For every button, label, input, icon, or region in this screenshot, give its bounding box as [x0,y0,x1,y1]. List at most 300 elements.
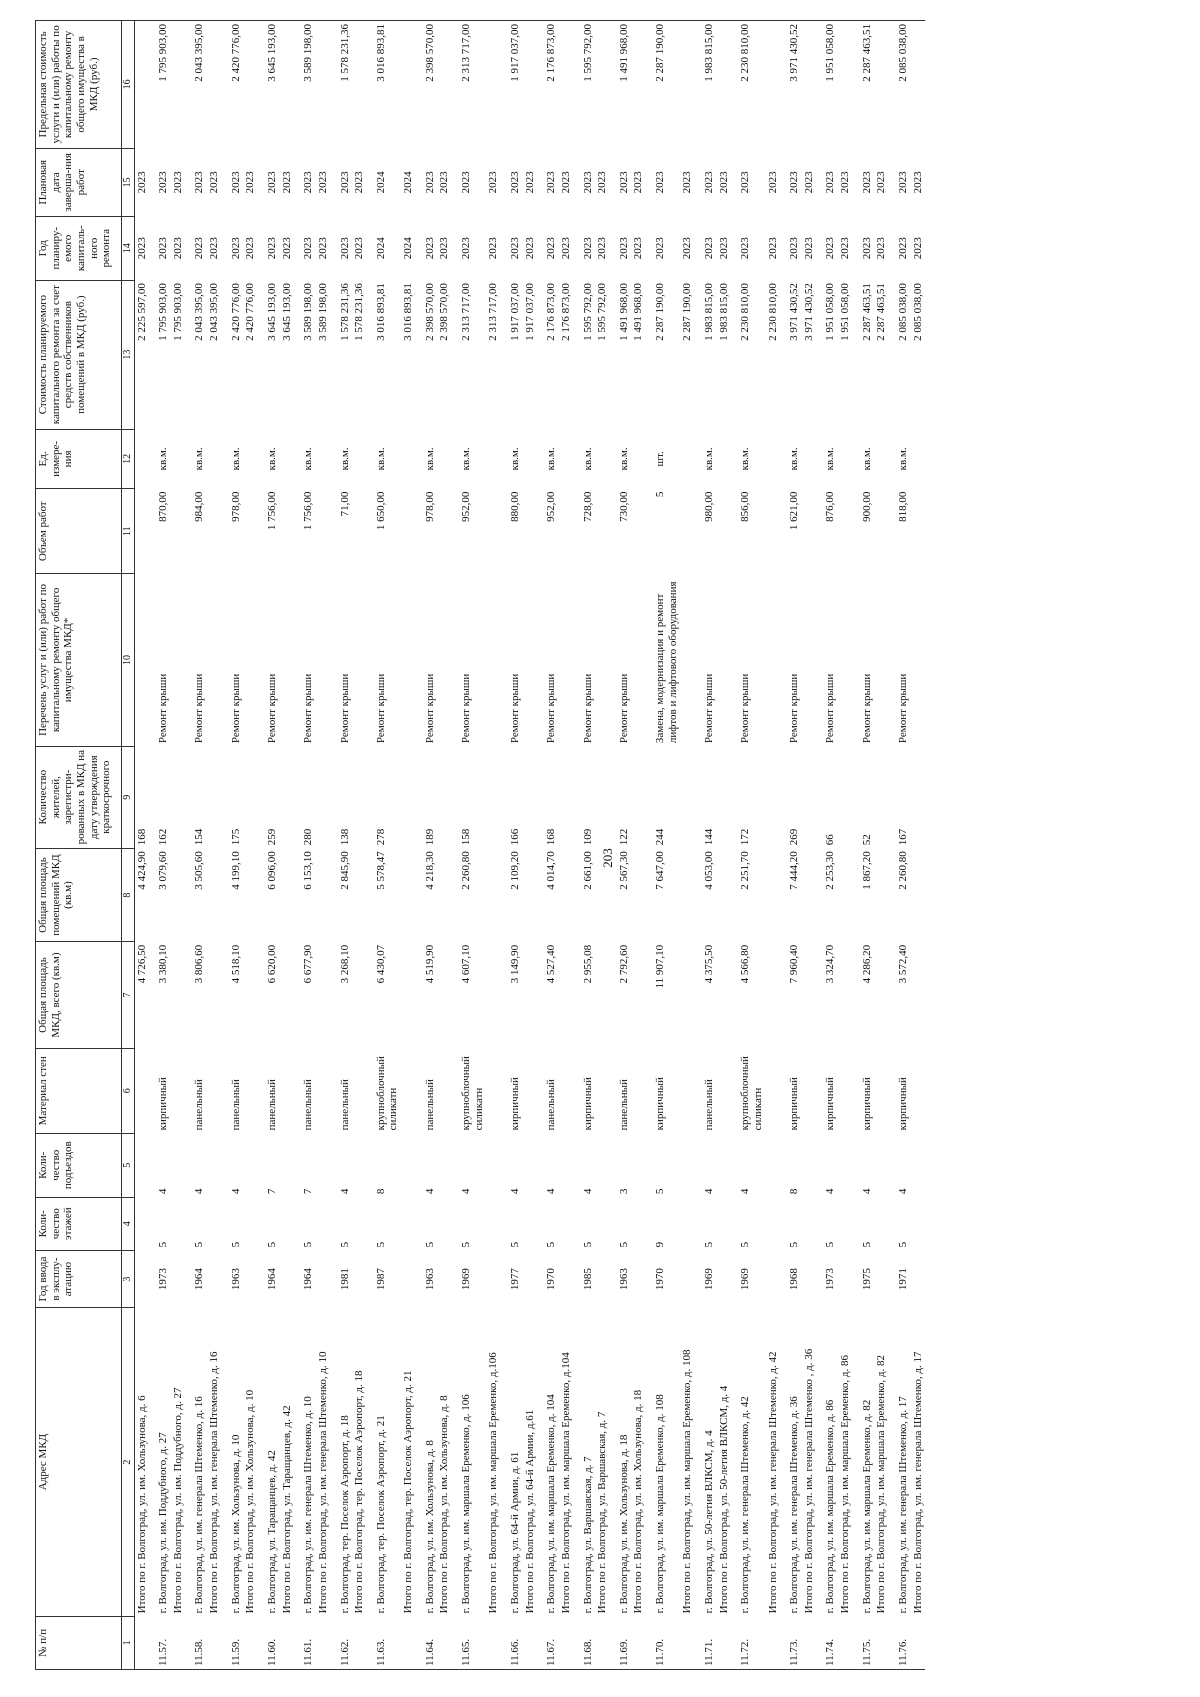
row-residents: 172 [739,828,752,846]
empty-cell [838,429,853,489]
empty-cell [401,1048,416,1133]
total-cost: 1 983 815,00 [717,283,730,341]
table-row [889,21,911,1670]
table-row [222,21,244,1670]
row-unit: кв.м. [581,447,594,471]
row-wall-material: кирпичный [897,1077,910,1131]
empty-cell [486,429,501,489]
table-row [610,21,632,1670]
row-year: 1963 [229,1268,242,1291]
row-work-type: Ремонт крыши [897,673,910,744]
total-address: Итого по г. Волгоград, тер. Поселок Аэропорт, д. 18 [353,1370,366,1614]
row-unit: кв.м. [193,447,206,471]
empty-cell [207,1616,222,1669]
row-max-cost: 1 917 037,00 [501,21,523,149]
empty-cell [486,746,501,848]
row-cost: 3 645 193,00 [265,283,278,341]
row-floors: 5 [897,1241,910,1248]
total-end-date: 2023 [875,171,888,194]
total-end-date: 2024 [402,171,415,194]
row-max-cost: 2 176 873,00 [537,21,559,149]
empty-cell [352,1048,367,1133]
row-work-type: Ремонт крыши [157,673,170,744]
empty-cell [802,848,817,942]
row-work-volume: 5 [654,491,667,498]
empty-cell [874,1048,889,1133]
empty-cell [280,1048,295,1133]
empty-cell [243,1250,258,1307]
empty-cell [243,489,258,574]
row-address: г. Волгоград, ул. им. маршала Еременко, д. 108 [654,1394,667,1614]
row-end-date: 2023 [229,171,242,194]
empty-cell [631,746,646,848]
row-end-date: 2023 [423,171,436,194]
empty-cell [171,746,186,848]
row-wall-material: кирпичный [860,1077,873,1131]
colnum: 11 [122,489,135,574]
header-col-11: Объем работ [36,489,122,574]
row-address: г. Волгоград, ул. Таращанцев, д. 42 [265,1450,278,1614]
empty-cell [352,429,367,489]
total-cost: 3 645 193,00 [280,283,293,341]
empty-cell [559,1133,574,1197]
total-address: Итого по г. Волгоград, ул. им. генерала Штеменко, д. 17 [911,1351,924,1614]
row-residents: 189 [423,828,436,846]
empty-cell [171,429,186,489]
empty-cell [352,574,367,746]
colnum: 8 [122,848,135,942]
empty-cell [766,848,781,942]
total-row [437,21,452,1670]
row-cost: 2 043 395,00 [193,283,206,341]
row-work-type: Ремонт крыши [860,673,873,744]
empty-cell [717,21,732,149]
row-residents: 278 [374,828,387,846]
row-entrances: 3 [617,1188,630,1195]
row-floors: 5 [338,1241,351,1248]
empty-cell [595,942,610,1048]
row-wall-material: панельный [193,1079,206,1131]
row-premises-area: 3 079,60 [157,851,170,890]
row-work-type: Ремонт крыши [423,673,436,744]
row-repair-year: 2023 [229,237,242,260]
empty-cell [595,848,610,942]
row-end-date: 2023 [860,171,873,194]
table-row [780,21,802,1670]
row-address: г. Волгоград, ул. им. маршала Еременко, д. 104 [545,1394,558,1614]
empty-cell [486,1250,501,1307]
row-max-cost: 2 313 717,00 [452,21,486,149]
empty-cell [559,429,574,489]
empty-cell [171,21,186,149]
row-work-volume: 978,00 [229,491,242,522]
empty-cell [874,429,889,489]
empty-cell [243,746,258,848]
table-row [294,21,316,1670]
row-year: 1970 [654,1268,667,1291]
total-year: 2023 [523,237,536,260]
row-end-date: 2023 [508,171,521,194]
capital-repair-table [35,20,925,1670]
empty-cell [802,1250,817,1307]
empty-cell [523,942,538,1048]
empty-cell [316,1133,331,1197]
row-wall-material: панельный [703,1079,715,1131]
row-unit: кв.м. [374,447,387,471]
empty-cell [523,1250,538,1307]
header-col-4: Коли-чество этажей [36,1197,122,1250]
total-row [523,21,538,1670]
row-premises-area: 2 567,30 [617,851,630,890]
row-repair-year: 2023 [739,237,752,260]
total-cost: 1 595 792,00 [596,283,609,341]
total-row [874,21,889,1670]
row-floors: 5 [265,1241,278,1248]
total-year: 2024 [402,237,415,260]
row-floors: 5 [545,1241,558,1248]
row-entrances: 8 [374,1188,387,1195]
table-row [695,21,717,1670]
empty-cell [523,21,538,149]
row-repair-year: 2023 [460,237,473,260]
empty-cell [243,429,258,489]
total-premises-area: 4 424,90 [135,851,148,890]
empty-cell [316,21,331,149]
row-repair-year: 2023 [788,237,801,260]
empty-cell [280,1616,295,1669]
empty-cell [595,1616,610,1669]
total-row [171,21,186,1670]
total-year: 2023 [766,237,779,260]
empty-cell [631,489,646,574]
empty-cell [243,1616,258,1669]
empty-cell [717,489,732,574]
row-repair-year: 2023 [703,237,715,260]
row-premises-area: 7 444,20 [788,851,801,890]
empty-cell [401,848,416,942]
row-work-volume: 952,00 [460,491,473,522]
row-unit: кв.м. [423,447,436,471]
total-end-date: 2023 [244,171,257,194]
colnum: 4 [122,1197,135,1250]
empty-cell [802,1197,817,1250]
row-end-date: 2023 [193,171,206,194]
empty-cell [486,1048,501,1133]
row-unit: кв.м. [157,447,170,471]
empty-cell [207,1197,222,1250]
row-residents: 269 [788,828,801,846]
empty-cell [316,574,331,746]
row-residents: 168 [545,828,558,846]
empty-cell [559,489,574,574]
row-max-cost: 3 971 430,52 [780,21,802,149]
total-row [401,21,416,1670]
empty-cell [352,1250,367,1307]
row-work-type: Ремонт крыши [703,673,715,744]
row-total-area: 4 527,40 [545,944,558,984]
row-total-area: 4 607,10 [460,944,473,984]
empty-cell [766,1250,781,1307]
row-cost: 1 951 058,00 [824,283,837,341]
empty-cell [352,489,367,574]
row-residents: 122 [617,828,630,846]
total-cost: 1 951 058,00 [839,283,852,341]
empty-cell [838,574,853,746]
row-address: г. Волгоград, ул. им. маршала Еременко, д. 86 [824,1399,837,1614]
total-row [316,21,331,1670]
empty-cell [631,1250,646,1307]
header-col-16: Предельная стоимость услуги и (или) работы по капитальному ремонту общего имущества в МКД (руб.) [36,21,122,149]
empty-cell [874,1616,889,1669]
empty-cell [717,1197,732,1250]
empty-cell [838,848,853,942]
row-premises-area: 2 661,00 [581,851,594,890]
empty-cell [766,1616,781,1669]
row-residents: 144 [703,828,715,846]
empty-cell [243,1197,258,1250]
empty-cell [911,429,926,489]
row-floors: 5 [824,1241,837,1248]
total-address: Итого по г. Волгоград, ул. им. маршала Еременко, д.106 [487,1352,500,1614]
row-work-type: Ремонт крыши [374,673,387,744]
empty-cell [437,21,452,149]
empty-cell [486,1616,501,1669]
row-total-area: 3 572,40 [897,944,910,984]
row-work-type: Ремонт крыши [545,673,558,744]
empty-cell [595,1133,610,1197]
row-floors: 5 [460,1241,473,1248]
row-number: 11.62. [331,1616,353,1669]
row-work-volume: 818,00 [897,491,910,522]
row-max-cost: 3 016 893,81 [367,21,401,149]
row-premises-area: 4 218,30 [423,851,436,890]
row-work-type: Ремонт крыши [739,673,752,744]
empty-cell [874,1133,889,1197]
empty-cell [595,429,610,489]
row-floors: 5 [193,1241,206,1248]
row-year: 1963 [423,1268,436,1291]
empty-cell [559,1250,574,1307]
empty-cell [559,848,574,942]
row-work-type: Ремонт крыши [229,673,242,744]
empty-cell [280,848,295,942]
row-year: 1973 [824,1268,837,1291]
empty-cell [207,429,222,489]
row-residents: 166 [508,828,521,846]
table-row [331,21,353,1670]
total-year: 2023 [353,237,366,260]
row-premises-area: 2 253,30 [824,851,837,890]
total-row [911,21,926,1670]
empty-cell [838,942,853,1048]
total-year: 2023 [717,237,730,260]
empty-cell [352,942,367,1048]
row-cost: 2 085 038,00 [897,283,910,341]
row-wall-material: кирпичный [788,1077,801,1131]
empty-cell [171,1616,186,1669]
empty-cell [838,1133,853,1197]
empty-cell [595,746,610,848]
total-address: Итого по г. Волгоград, ул. им. Хользунова, д. 8 [438,1395,451,1614]
empty-cell [559,746,574,848]
row-residents: 162 [157,828,170,846]
total-row [559,21,574,1670]
table-body [134,21,925,1670]
row-work-volume: 1 650,00 [374,491,387,531]
row-repair-year: 2023 [265,237,278,260]
empty-cell [766,1133,781,1197]
row-wall-material: панельный [229,1079,242,1131]
empty-cell [838,1048,853,1133]
row-number: 11.67. [537,1616,559,1669]
empty-cell [802,1048,817,1133]
row-max-cost: 3 645 193,00 [258,21,280,149]
row-repair-year: 2023 [824,237,837,260]
empty-cell [437,848,452,942]
empty-cell [280,1197,295,1250]
row-repair-year: 2023 [302,237,315,260]
empty-cell [523,1616,538,1669]
empty-cell [680,848,695,942]
row-end-date: 2023 [460,171,473,194]
header-col-15: Плановая дата заверша-ния работ [36,148,122,216]
row-cost: 3 589 198,00 [302,283,315,341]
row-wall-material: кирпичный [157,1077,170,1131]
row-wall-material: крупноблочный силикатн [374,1056,400,1131]
row-total-area: 4 286,20 [860,944,873,984]
empty-cell [595,1048,610,1133]
total-cost: 2 230 810,00 [766,283,779,341]
empty-cell [717,746,732,848]
empty-cell [207,21,222,149]
empty-cell [595,1197,610,1250]
row-max-cost: 2 420 776,00 [222,21,244,149]
table-row [537,21,559,1670]
row-max-cost: 3 589 198,00 [294,21,316,149]
row-work-type: Ремонт крыши [617,673,630,744]
row-cost: 2 398 570,00 [423,283,436,341]
row-residents: 109 [581,828,594,846]
empty-cell [559,574,574,746]
empty-cell [838,1250,853,1307]
row-unit: кв.м. [302,447,315,471]
empty-cell [874,574,889,746]
row-residents: 175 [229,828,242,846]
row-wall-material: крупноблочный силикатн [460,1056,485,1131]
empty-cell [717,574,732,746]
total-address: Итого по г. Волгоград, ул. им. генерала Штеменко, д. 42 [766,1351,779,1614]
empty-cell [280,489,295,574]
empty-cell [717,429,732,489]
row-entrances: 4 [581,1188,594,1195]
colnum: 10 [122,574,135,746]
total-address: Итого по г. Волгоград, ул. им. Хользунова, д. 10 [244,1389,257,1614]
row-floors: 5 [581,1241,594,1248]
empty-cell [316,1048,331,1133]
row-cost: 2 313 717,00 [460,283,473,341]
row-work-volume: 856,00 [739,491,752,522]
empty-cell [401,489,416,574]
empty-cell [631,1197,646,1250]
row-repair-year: 2023 [423,237,436,260]
row-max-cost: 1 795 903,00 [149,21,171,149]
row-address: г. Волгоград, ул. им. генерала Штеменко, д. 16 [193,1396,206,1614]
row-end-date: 2023 [739,171,752,194]
empty-cell [316,429,331,489]
total-row [207,21,222,1670]
row-work-volume: 1 756,00 [302,491,315,531]
row-total-area: 3 149,90 [508,944,521,984]
colnum: 2 [122,1308,135,1617]
row-wall-material: панельный [545,1079,558,1131]
row-max-cost: 2 043 395,00 [185,21,207,149]
total-end-date: 2023 [523,171,536,194]
total-cost: 2 176 873,00 [559,283,572,341]
total-row [134,21,149,1670]
row-premises-area: 1 867,20 [860,851,873,890]
empty-cell [523,1048,538,1133]
row-year: 1969 [739,1268,752,1291]
row-year: 1977 [508,1268,521,1291]
row-residents: 244 [654,828,667,846]
row-residents: 138 [338,828,351,846]
row-work-volume: 952,00 [545,491,558,522]
empty-cell [874,746,889,848]
empty-cell [352,1197,367,1250]
total-end-date: 2023 [353,171,366,194]
empty-cell [207,1048,222,1133]
row-entrances: 4 [157,1188,170,1195]
row-number: 11.68. [574,1616,596,1669]
row-repair-year: 2023 [654,237,667,260]
total-address: Итого по г. Волгоград, ул. им. Хользунова, д. 6 [135,1395,148,1614]
row-year: 1969 [703,1268,715,1291]
table-row [731,21,765,1670]
row-cost: 2 176 873,00 [545,283,558,341]
row-year: 1969 [460,1268,473,1291]
colnum: 6 [122,1048,135,1133]
row-residents: 154 [193,828,206,846]
total-row [595,21,610,1670]
total-end-date: 2023 [766,171,779,194]
row-repair-year: 2023 [617,237,630,260]
empty-cell [766,746,781,848]
empty-cell [911,21,926,149]
empty-cell [437,1250,452,1307]
row-year: 1963 [617,1268,630,1291]
empty-cell [280,574,295,746]
total-end-date: 2023 [911,171,924,194]
table-header [36,21,135,1670]
table-row [149,21,171,1670]
row-floors: 5 [374,1241,387,1248]
row-premises-area: 2 251,70 [739,851,752,890]
empty-cell [874,848,889,942]
empty-cell [874,1250,889,1307]
empty-cell [243,574,258,746]
row-unit: кв.м. [545,447,558,471]
empty-cell [802,746,817,848]
total-year: 2023 [632,237,645,260]
total-year: 2023 [316,237,329,260]
total-year: 2023 [559,237,572,260]
empty-cell [838,746,853,848]
total-row [352,21,367,1670]
empty-cell [486,1197,501,1250]
row-premises-area: 6 153,10 [302,851,315,890]
row-work-type: Ремонт крыши [338,673,351,744]
total-address: Итого по г. Волгоград, ул. им. генерала Штеменко, д. 10 [316,1351,329,1614]
